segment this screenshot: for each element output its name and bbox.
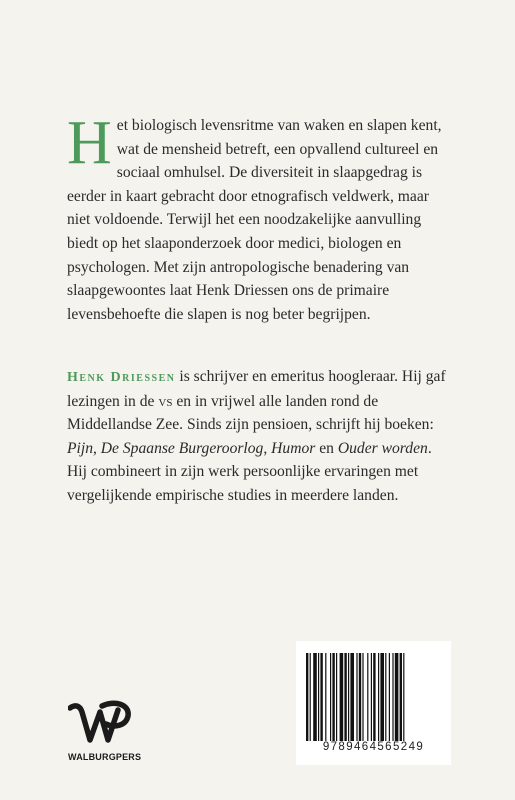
barcode	[296, 641, 451, 765]
isbn-number: 9789464565249	[322, 741, 425, 753]
blurb-text: et biologisch levensritme van waken en slapen kent, wat de mensheid betreft, een opvallend cultureel en sociaal omhulsel. De diversiteit in slaapgedrag is eerder in kaart gebracht door etnografisch veldwerk, maar niet voldoende. Terwijl het een noodzakelijke aanvulling biedt op het slaaponderzoek door medici, biologen en psychologen. Met zijn antropologische benadering van slaapgewoontes laat Henk Driessen ons de primaire levensbehoefte die slapen is nog beter begrijpen.	[67, 117, 442, 323]
book-sep-1: ,	[93, 439, 101, 457]
book-title-1: Pijn	[67, 439, 93, 457]
author-bio-text-2: en in vrijwel alle landen rond de Middellandse Zee. Sinds zijn pensioen, schrijft hij boeken:	[67, 392, 434, 434]
barcode-bar	[367, 653, 368, 741]
barcode-bar	[395, 653, 399, 741]
barcode-bar	[350, 653, 354, 741]
barcode-bar	[313, 653, 317, 741]
barcode-bar	[403, 653, 404, 741]
barcode-bar	[330, 653, 331, 741]
publisher-name: WALBURGPERS	[68, 752, 142, 762]
book-title-2: De Spaanse Burgeroorlog	[100, 439, 264, 457]
barcode-bar	[306, 653, 308, 741]
book-sep-2: ,	[263, 439, 272, 457]
barcode-bar	[320, 653, 322, 741]
barcode-bar	[380, 653, 384, 741]
barcode-bar	[371, 653, 372, 741]
author-bio-text-1: is schrijver en emeritus hoogleraar. Hij gaf lezingen in de	[67, 368, 446, 410]
barcode-bar	[356, 653, 357, 741]
barcode-bar	[362, 653, 363, 741]
barcode-bar	[373, 653, 375, 741]
barcode-bar	[325, 653, 326, 741]
barcode-bar	[336, 653, 337, 741]
barcode-bar	[385, 653, 386, 741]
author-name: Henk Driessen	[67, 370, 176, 385]
author-bio-text-3: . Hij combineert in zijn werk persoonlijke ervaringen met vergelijkende empirische studies in meerdere landen.	[67, 439, 432, 504]
barcode-bar	[400, 653, 402, 741]
drop-cap: H	[67, 109, 112, 177]
barcode-bar	[340, 653, 344, 741]
barcode-bars	[306, 653, 441, 741]
book-sep-3: en	[315, 439, 338, 457]
barcode-bar	[389, 653, 390, 741]
barcode-bar	[318, 653, 319, 741]
barcode-bar	[348, 653, 349, 741]
author-bio-vs: vs	[158, 392, 173, 410]
blurb-paragraph	[67, 109, 447, 326]
barcode-bar	[378, 653, 379, 741]
publisher-logo-icon	[68, 698, 132, 750]
barcode-bar	[332, 653, 334, 741]
barcode-bar	[392, 653, 393, 741]
book-title-3: Humor	[271, 439, 316, 457]
barcode-bar	[310, 653, 311, 741]
barcode-bar	[359, 653, 361, 741]
author-bio	[67, 365, 451, 508]
barcode-bar	[344, 653, 346, 741]
book-title-4: Ouder worden	[337, 439, 428, 457]
